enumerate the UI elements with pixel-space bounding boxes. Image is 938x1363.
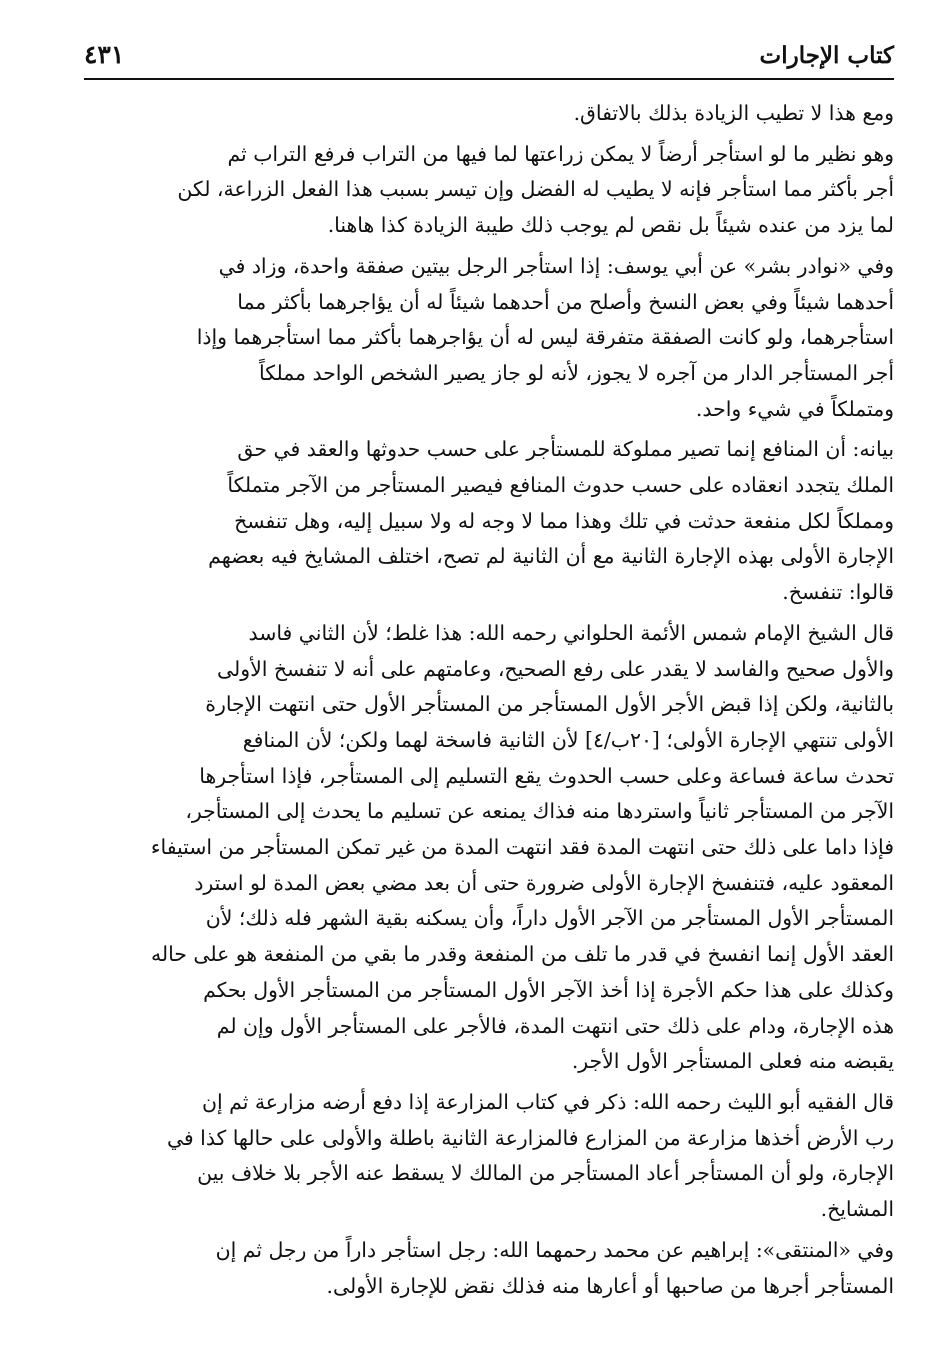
text-line: يقبضه منه فعلى المستأجر الأول الأجر. <box>571 1049 894 1074</box>
text-line: وفي «المنتقى»: إبراهيم عن محمد رحمهما الله: رجل استأجر داراً من رجل ثم إن <box>215 1237 894 1262</box>
body-text <box>98 96 894 1304</box>
text-line: المستأجر الأول المستأجر من الآجر الأول داراً، وأن يسكنه بقية الشهر فله ذلك؛ لأن <box>205 906 894 931</box>
text-line: هذه الإجارة، ودام على ذلك حتى انتهت المدة، فالأجر على المستأجر الأول وإن لم <box>216 1013 894 1038</box>
text-line: المعقود عليه، فتنفسخ الإجارة الأولى ضرورة حتى أن بعد مضي بعض المدة لو استرد <box>194 870 894 895</box>
text-line: فإذا داما على ذلك حتى انتهت المدة فقد انتهت المدة من غير تمكن المستأجر من استيفاء <box>150 835 894 860</box>
text-line: ومتملكاً في شيء واحد. <box>695 396 894 421</box>
text-line: أجر المستأجر الدار من آجره لا يجوز، لأنه لو جاز يصير الشخص الواحد مملكاً <box>259 360 894 385</box>
text-line: بيانه: أن المنافع إنما تصير مملوكة للمستأجر على حسب حدوثها والعقد في حق <box>237 437 894 462</box>
text-line: الإجارة، ولو أن المستأجر أعاد المستأجر من المالك لا يسقط عنه الأجر بلا خلاف بين <box>197 1161 894 1186</box>
text-line: ومع هذا لا تطيب الزيادة بذلك بالاتفاق. <box>573 101 894 125</box>
text-line: المستأجر أجرها من صاحبها أو أعارها منه فذلك نقض للإجارة الأولى. <box>326 1273 894 1298</box>
text-line: وهو نظير ما لو استأجر أرضاً لا يمكن زراعتها لما فيها من التراب فرفع التراب ثم <box>227 141 894 166</box>
text-line: وكذلك على هذا حكم الأجرة إذا أخذ الآجر الأول المستأجر من المستأجر الأول بحكم <box>203 977 894 1002</box>
paragraph <box>98 432 894 611</box>
text-line: والأول صحيح والفاسد لا يقدر على رفع الصحيح، وعامتهم على أنه لا تنفسخ الأولى <box>217 656 894 681</box>
text-line: الأولى تنتهي الإجارة الأولى؛ [٢٠ب/٤] لأن الثانية فاسخة لهما ولكن؛ لأن المنافع <box>242 727 894 752</box>
running-title: كتاب الإجارات <box>759 42 894 69</box>
text-line: الآجر من المستأجر ثانياً واستردها منه فذاك يمنعه عن تسليم ما يحدث إلى المستأجر، <box>185 799 894 824</box>
text-line: استأجرهما، ولو كانت الصفقة متفرقة ليس له أن يؤاجرهما بأكثر مما استأجرهما وإذا <box>196 325 894 350</box>
header-rule <box>84 78 894 80</box>
text-line: ومملكاً لكل منفعة حدثت في تلك وهذا مما لا وجه له ولا سبيل إليه، وهل تنفسخ <box>234 508 894 533</box>
paragraph <box>98 137 894 244</box>
text-line: أحدهما شيئاً وفي بعض النسخ وأصلح من أحدهما شيئاً له أن يؤاجرهما بأكثر مما <box>237 289 894 314</box>
text-line: قالوا: تنفسخ. <box>782 580 894 605</box>
page-number: ٤٣١ <box>84 40 125 69</box>
text-line: أجر بأكثر مما استأجر فإنه لا يطيب له الفضل وإن تيسر بسبب هذا الفعل الزراعة، لكن <box>177 177 894 202</box>
text-line: تحدث ساعة فساعة وعلى حسب الحدوث يقع التسليم إلى المستأجر، فإذا استأجرها <box>199 763 894 788</box>
paragraph <box>98 1085 894 1228</box>
text-line: العقد الأول إنما انفسخ في قدر ما تلف من المنفعة وقدر ما بقي من المنفعة هو على حاله <box>150 942 894 967</box>
text-line: الملك يتجدد انعقاده على حسب حدوث المنافع فيصير المستأجر من الآجر متملكاً <box>227 473 894 498</box>
text-line: بالثانية، ولكن إذا قبض الأجر الأول المستأجر من المستأجر الأول حتى انتهت الإجارة <box>205 692 894 717</box>
paragraph <box>98 1233 894 1304</box>
paragraph <box>98 616 894 1080</box>
text-line: الإجارة الأولى بهذه الإجارة الثانية مع أن الثانية لم تصح، اختلف المشايخ فيه بعضهم <box>208 544 894 569</box>
page-header <box>84 40 894 72</box>
text-line: رب الأرض أخذها مزارعة من المزارع فالمزارعة الثانية باطلة والأولى على حالها كذا في <box>166 1125 894 1150</box>
text-line: وفي «نوادر بشر» عن أبي يوسف: إذا استأجر الرجل بيتين صفقة واحدة، وزاد في <box>218 253 894 278</box>
paragraph <box>98 96 894 132</box>
text-line: المشايخ. <box>820 1197 894 1222</box>
text-line: لما يزد من عنده شيئاً بل نقص لم يوجب ذلك طيبة الزيادة كذا هاهنا. <box>327 213 894 238</box>
text-line: قال الفقيه أبو الليث رحمه الله: ذكر في كتاب المزارعة إذا دفع أرضه مزارعة ثم إن <box>202 1089 894 1114</box>
paragraph <box>98 249 894 428</box>
text-line: قال الشيخ الإمام شمس الأئمة الحلواني رحمه الله: هذا غلط؛ لأن الثاني فاسد <box>248 620 894 645</box>
